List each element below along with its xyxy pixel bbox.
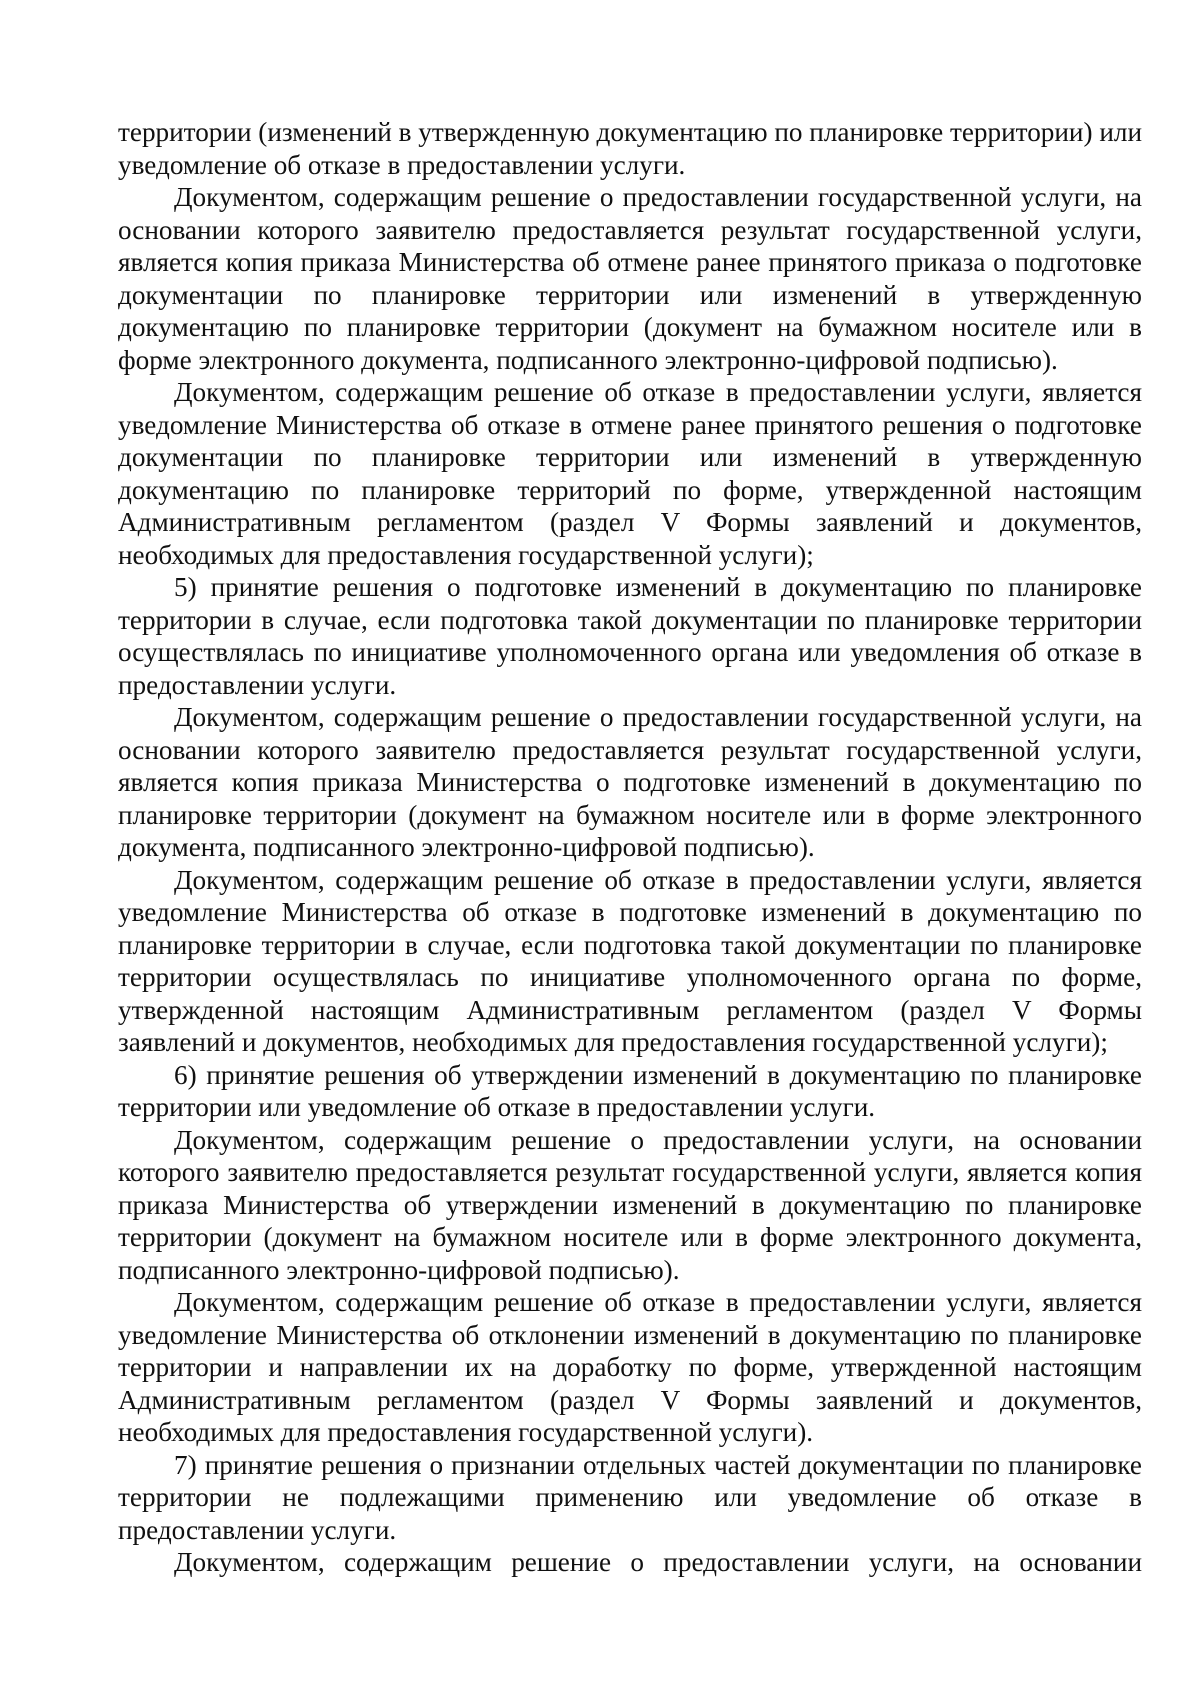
paragraph-6: Документом, содержащим решение об отказе в предоставлении услуги, является уведомление Министерства об отказе в подготовке изменений в документацию по планировке территории в случае, если подготовка такой документации по планировке территории осуществлялась по инициативе уполномоченного органа по форме, утвержденной настоящим Административным регламентом (раздел V Формы заявлений и документов, необходимых для предоставления государственной услуги);	[118, 864, 1142, 1057]
paragraph-4: 5) принятие решения о подготовке изменений в документацию по планировке территории в случае, если подготовка такой документации по планировке территории осуществлялась по инициативе уполномоченного органа или уведомления об отказе в предоставлении услуги.	[118, 572, 1142, 700]
paragraph-3: Документом, содержащим решение об отказе в предоставлении услуги, является уведомление Министерства об отказе в отмене ранее принятого решения о подготовке документации по планировке территории или изменений в утвержденную документацию по планировке территорий по форме, утвержденной настоящим Административным регламентом (раздел V Формы заявлений и документов, необходимых для предоставления государственной услуги);	[118, 377, 1142, 570]
paragraph-5: Документом, содержащим решение о предоставлении государственной услуги, на основании которого заявителю предоставляется результат государственной услуги, является копия приказа Министерства о подготовке изменений в документацию по планировке территории (документ на бумажном носителе или в форме электронного документа, подписанного электронно-цифровой подписью).	[118, 702, 1142, 862]
paragraph-10: 7) принятие решения о признании отдельных частей документации по планировке территории не подлежащими применению или уведомление об отказе в предоставлении услуги.	[118, 1449, 1142, 1545]
paragraph-7: 6) принятие решения об утверждении изменений в документацию по планировке территории или уведомление об отказе в предоставлении услуги.	[118, 1059, 1142, 1122]
paragraph-9: Документом, содержащим решение об отказе в предоставлении услуги, является уведомление Министерства об отклонении изменений в документацию по планировке территории и направлении их на доработку по форме, утвержденной настоящим Административным регламентом (раздел V Формы заявлений и документов, необходимых для предоставления государственной услуги).	[118, 1287, 1142, 1447]
paragraph-1: территории (изменений в утвержденную документацию по планировке территории) или уведомление об отказе в предоставлении услуги.	[118, 117, 1142, 180]
paragraph-2: Документом, содержащим решение о предоставлении государственной услуги, на основании которого заявителю предоставляется результат государственной услуги, является копия приказа Министерства об отмене ранее принятого приказа о подготовке документации по планировке территории или изменений в утвержденную документацию по планировке территории (документ на бумажном носителе или в форме электронного документа, подписанного электронно-цифровой подписью).	[118, 182, 1142, 375]
paragraph-11: Документом, содержащим решение о предоставлении услуги, на основании	[174, 1547, 1142, 1577]
paragraph-8: Документом, содержащим решение о предоставлении услуги, на основании которого заявителю предоставляется результат государственной услуги, является копия приказа Министерства об утверждении изменений в документацию по планировке территории (документ на бумажном носителе или в форме электронного документа, подписанного электронно-цифровой подписью).	[118, 1124, 1142, 1285]
